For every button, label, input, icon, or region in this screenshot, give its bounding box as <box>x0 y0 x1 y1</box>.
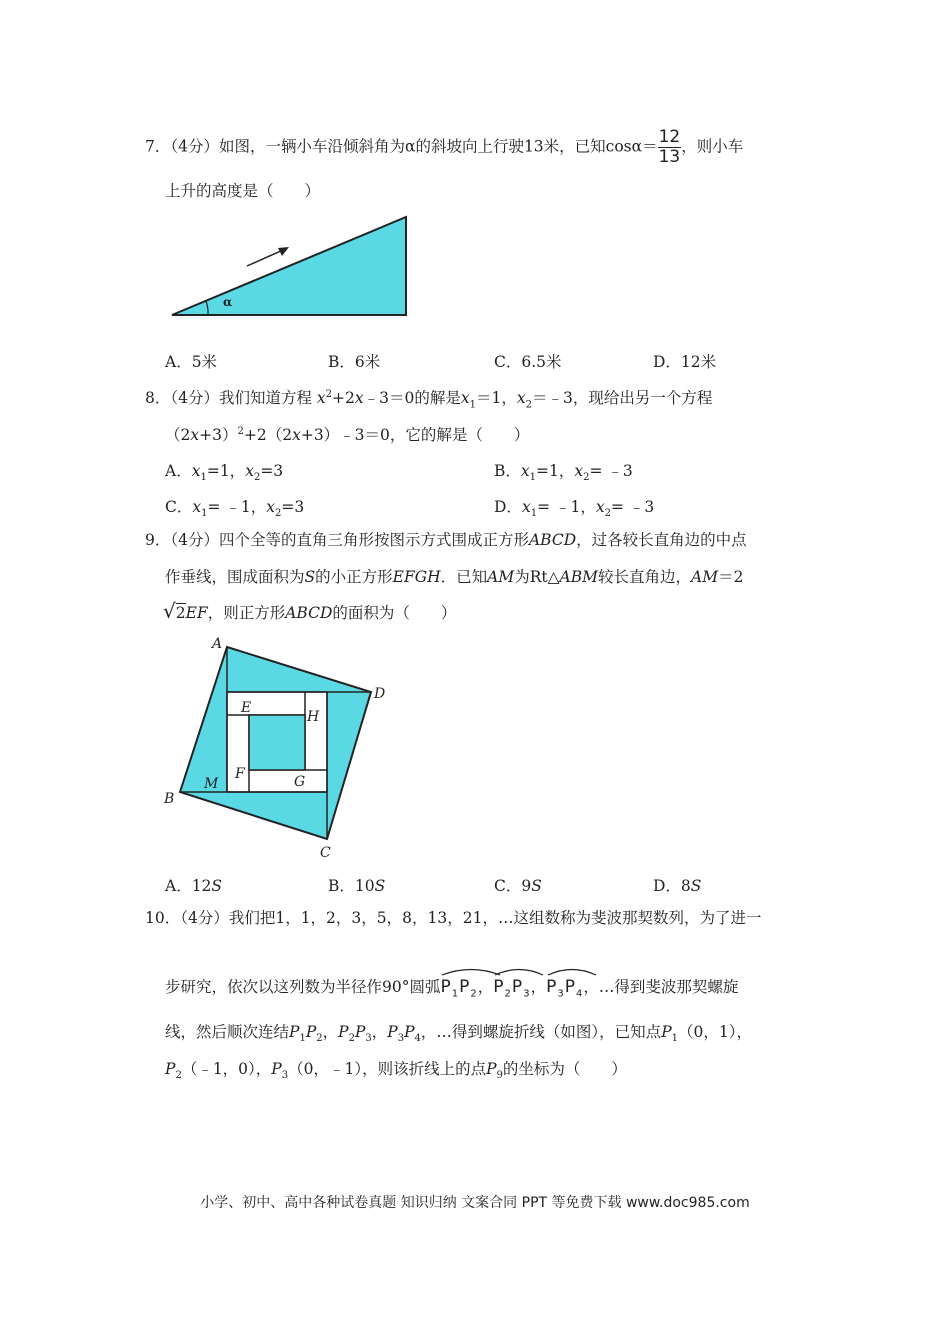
label-d: D <box>374 686 386 702</box>
q10-stem-line1: 10．（4分）我们把1，1，2，3，5，8，13，21，…这组数称为斐波那契数列，为了进一 <box>145 909 762 927</box>
q8-option-a: A．$x_1=1$，$x_2=3$ <box>165 462 284 484</box>
q7-stem-line2: 上升的高度是（ ） <box>165 182 321 200</box>
label-f: F <box>235 766 245 782</box>
q10-stem-line2: 步研究，依次以这列数为半径作90°圆弧 $P_1P_2$， $P_2P_3$， $P_3P_4$，…得到斐波那契螺旋 <box>165 970 738 1007</box>
q7-option-b: B．6米 <box>328 353 381 371</box>
sqrt-icon: √ <box>163 599 176 623</box>
q8-stem-line2: $(2x+3)^2+2(2x+3)﹣3=0$，它的解是（ ） <box>165 426 530 445</box>
label-c: C <box>320 845 331 860</box>
arc-p2p3: $P_2P_3$ <box>493 970 530 1007</box>
label-e: E <box>241 700 252 716</box>
label-b: B <box>164 791 175 807</box>
q9-stem-line3: √2EF，则正方形ABCD的面积为（ ） <box>163 599 457 623</box>
direction-arrow <box>247 250 283 266</box>
q7-option-a: A．5米 <box>165 353 218 371</box>
q7-text-a: 7．（4分）如图，一辆小车沿倾斜角为α的斜坡向上行驶13米，已知cosα＝ <box>145 137 658 156</box>
slope-triangle <box>172 217 406 315</box>
q7-stem-line1 <box>145 128 743 167</box>
q9-option-b: B．10S <box>328 877 386 895</box>
label-a: A <box>212 636 223 652</box>
q10-stem-line4: $P_2(﹣1$，0），$P_3(0$，﹣1），则该折线上的点$P_9$的坐标为（ ） <box>165 1060 627 1082</box>
q9-stem-line2: 作垂线，围成面积为S的小正方形EFGH．已知AM为Rt△ABM较长直角边，AM＝2 <box>165 568 744 586</box>
label-m: M <box>204 776 219 792</box>
sqrt-radicand: 2 <box>175 604 186 622</box>
q8-stem-line1: 8．（4分）我们知道方程 $x^2+2x﹣3=0$的解是$x_1=1$，$x_2=﹣3$，现给出另一个方程 <box>145 389 713 411</box>
fraction-numerator: 12 <box>658 127 681 147</box>
fraction-denominator: 13 <box>658 147 681 167</box>
q9-square-figure <box>160 632 395 860</box>
label-g: G <box>294 774 306 790</box>
q7-option-c: C．6.5米 <box>494 353 562 371</box>
q7-slope-figure <box>165 210 415 322</box>
q9-stem-line1: 9．（4分）四个全等的直角三角形按图示方式围成正方形ABCD，过各较长直角边的中点 <box>145 531 747 549</box>
q7-option-d: D．12米 <box>653 353 717 371</box>
label-h: H <box>307 709 320 725</box>
q8-option-d: D．$x_1=$ ﹣1，$x_2=$ ﹣3 <box>494 498 655 520</box>
angle-alpha-label: α <box>223 295 233 309</box>
q10-stem-line3: 线，然后顺次连结$P_1P_2$，$P_2P_3$，$P_3P_4$，…得到螺旋折线（如图），已知点$P_1(0$，1）， <box>165 1023 752 1045</box>
q7-fraction <box>658 128 682 167</box>
arc-p3p4: $P_3P_4$ <box>546 970 583 1007</box>
q8-option-c: C．$x_1=$ ﹣1，$x_2=3$ <box>165 498 305 520</box>
square-efgh <box>249 715 305 770</box>
q9-option-a: A．12S <box>165 877 223 895</box>
q8-option-b: B．$x_1=1$，$x_2=$ ﹣3 <box>494 462 633 484</box>
page-footer: 小学、初中、高中各种试卷真题 知识归纳 文案合同 PPT 等免费下载 www.doc985.com <box>200 1195 750 1211</box>
q9-option-d: D．8S <box>653 877 702 895</box>
q7-text-b: ，则小车 <box>681 137 744 156</box>
q9-option-c: C．9S <box>494 877 542 895</box>
arc-p1p2: $P_1P_2$ <box>440 970 477 1007</box>
